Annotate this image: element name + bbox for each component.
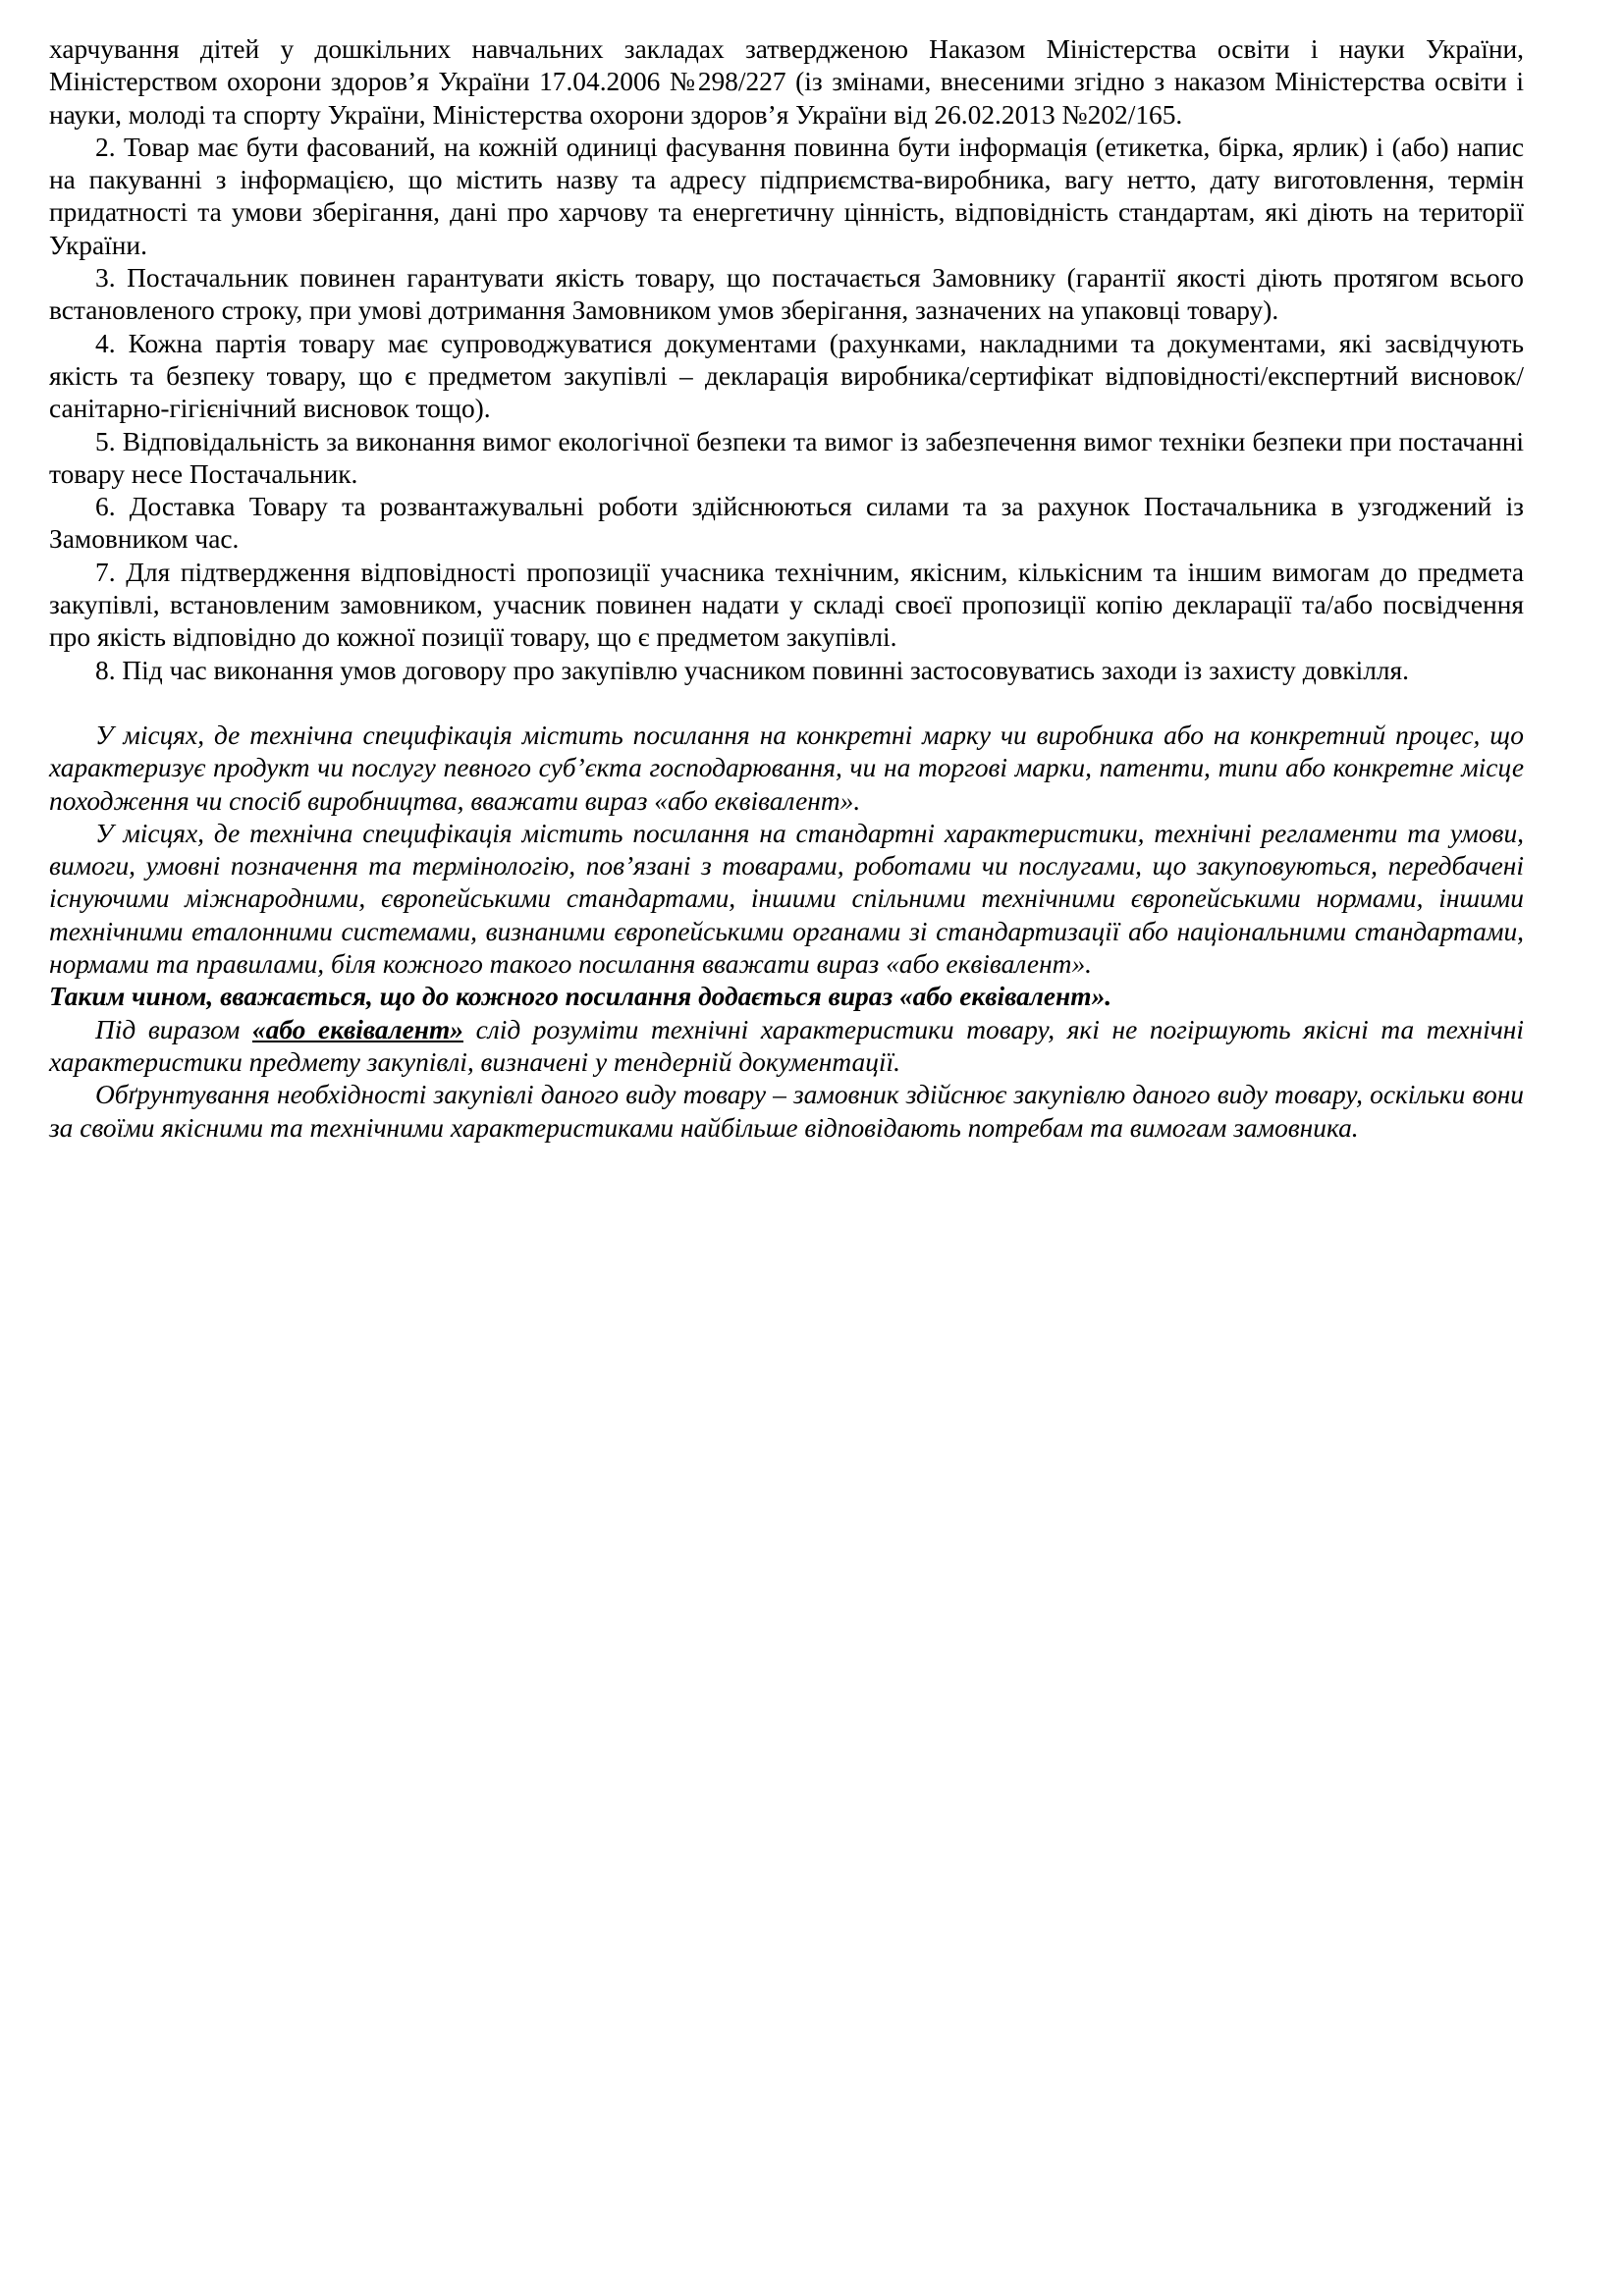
- requirement-item-7: 7. Для підтвердження відповідності пропозиції учасника технічним, якісним, кількісним та іншим вимогам до предмета закупівлі, встановленим замовником, учасник повинен надати у складі своєї пропозиції копію декларації та/або посвідчення про якість відповідно до кожної позиції товару, що є предметом закупівлі.: [49, 557, 1524, 653]
- definition-suffix: слід розуміти технічні характеристики товару, які не погіршують якісні та технічні характеристики предмету закупівлі, визначені у тендерній документації.: [49, 1014, 1524, 1077]
- requirement-item-5: 5. Відповідальність за виконання вимог екологічної безпеки та вимог із забезпечення вимог техніки безпеки при постачанні товару несе Постачальник.: [49, 426, 1524, 489]
- intro-paragraph: харчування дітей у дошкільних навчальних закладах затвердженою Наказом Міністерства освіти і науки України, Міністерством охорони здоров’я України 17.04.2006 №298/227 (із змінами, внесеними згідно з наказом Міністерства освіти і науки, молоді та спорту України, Міністерства охорони здоров’я України від 26.02.2013 №202/165.: [49, 34, 1524, 130]
- note-paragraph-definition: [49, 1014, 1524, 1080]
- requirement-item-6: 6. Доставка Товару та розвантажувальні роботи здійснюються силами та за рахунок Постачальника в узгоджений із Замовником час.: [49, 492, 1524, 555]
- definition-prefix: Під виразом: [95, 1014, 252, 1044]
- equivalent-term: «або еквівалент»: [251, 1014, 463, 1044]
- document-page: [49, 33, 1524, 1145]
- note-paragraph-brand: У місцях, де технічна специфікація містить посилання на конкретні марку чи виробника або на конкретний процес, що характеризує продукт чи послугу певного суб’єкта господарювання, чи на торгові марки, патенти, типи або конкретне місце походження чи спосіб виробництва, вважати вираз «або еквівалент».: [49, 720, 1524, 816]
- requirement-item-3: 3. Постачальник повинен гарантувати якість товару, що постачається Замовнику (гарантії якості діють протягом всього встановленого строку, при умові дотримання Замовником умов зберігання, зазначених на упаковці товару).: [49, 263, 1524, 326]
- equivalent-notes: [49, 720, 1524, 1145]
- requirement-item-2: 2. Товар має бути фасований, на кожній одиниці фасування повинна бути інформація (етикетка, бірка, ярлик) і (або) напис на пакуванні з інформацією, що містить назву та адресу підприємства-виробника, вагу нетто, дату виготовлення, термін придатності та умови зберігання, дані про харчову та енергетичну цінність, відповідність стандартам, які діють на території України.: [49, 132, 1524, 260]
- requirement-item-8: 8. Під час виконання умов договору про закупівлю учасником повинні застосовуватись заходи із захисту довкілля.: [95, 655, 1409, 685]
- note-paragraph-standards: У місцях, де технічна специфікація містить посилання на стандартні характеристики, технічні регламенти та умови, вимоги, умовні позначення та термінологію, пов’язані з товарами, роботами чи послугами, що закуповуються, передбачені існуючими міжнародними, європейськими стандартами, іншими спільними технічними європейськими нормами, іншими технічними еталонними системами, визнаними європейськими органами зі стандартизації або національними стандартами, нормами та правилами, біля кожного такого посилання вважати вираз «або еквівалент».: [49, 818, 1524, 980]
- note-bold-statement: Таким чином, вважається, що до кожного посилання додається вираз «або еквівалент».: [49, 982, 1112, 1012]
- requirement-item-4: 4. Кожна партія товару має супроводжуватися документами (рахунками, накладними та документами, які засвідчують якість та безпеку товару, що є предметом закупівлі – декларація виробника/сертифікат відповідності/експертний висновок/санітарно-гігієнічний висновок тощо).: [49, 328, 1524, 424]
- note-paragraph-justification: Обґрунтування необхідності закупівлі даного виду товару – замовник здійснює закупівлю даного виду товару, оскільки вони за своїми якісними та технічними характеристиками найбільше відповідають потребам та вимогам замовника.: [49, 1080, 1524, 1143]
